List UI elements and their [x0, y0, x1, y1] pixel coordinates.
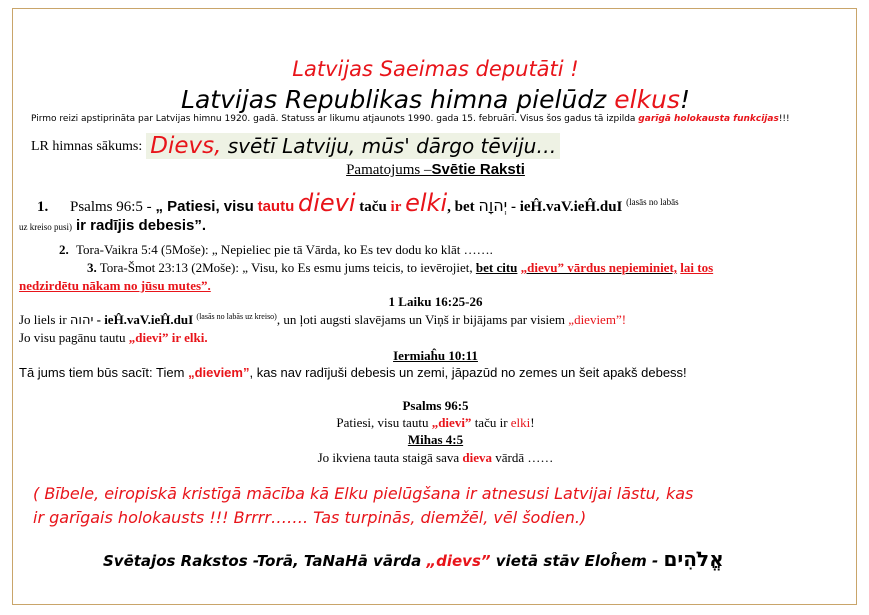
- header-line-1-text: Latvijas Saeimas deputāti !: [292, 57, 579, 81]
- basis-label: Pamatojums –: [346, 162, 432, 178]
- item-3-dievu-text: „dievu” vārdus nepieminiet,: [520, 260, 678, 275]
- item-3-number: 3.: [87, 260, 97, 275]
- item-1-line-2: [19, 217, 206, 235]
- item-1-hebrew: יְהוָה: [478, 196, 508, 215]
- jeremia-line-c: , kas nav radījuši debesis un zemi, jāpazūd no zemes un šeit apakš debess!: [249, 365, 687, 380]
- item-3-line-2: [19, 278, 211, 294]
- mihas-heading: [13, 432, 858, 448]
- item-3-bet-citu: bet citu: [475, 260, 518, 275]
- header-line-1: [13, 57, 858, 81]
- item-3: [87, 260, 713, 276]
- item-2-number: 2.: [59, 242, 69, 257]
- laiku-line-2: [19, 330, 208, 346]
- anthem-rest: svētī Latviju, mūs' dārgo tēviju…: [227, 134, 557, 158]
- psalm-line: [13, 415, 858, 431]
- mihas-line-a: Jo ikviena tauta staigā sava: [317, 450, 460, 465]
- laiku-translit: - ieĤ.vaV.ieĤ.duI: [96, 312, 194, 327]
- psalm-elki: elki: [510, 415, 531, 430]
- footer-paragraph-2: [33, 508, 586, 527]
- footer-paragraph-1: [33, 484, 693, 503]
- basis-bold: Svētie Raksti: [431, 161, 525, 178]
- item-3-dievu: [521, 260, 677, 275]
- basis-heading: [13, 161, 858, 179]
- item-1: [37, 189, 679, 217]
- item-3-line-2-text: nedzirdētu nākam no jūsu mutes”.: [19, 278, 211, 293]
- item-1-quote: „ Patiesi, visu: [155, 198, 254, 215]
- laiku-line-1-c: , un ļoti augsti slavējams un Viņš ir bijājams par visiem: [276, 312, 566, 327]
- anthem-text: [146, 133, 560, 159]
- header-line-2: [13, 85, 858, 114]
- header-note-red: garīgā holokausta funkcijas: [638, 114, 779, 124]
- mihas-line: [13, 450, 858, 466]
- footer-paragraph-2-text: ir garīgais holokausts !!! Brrrr……. Tas turpinās, diemžēl, vēl šodien.): [33, 508, 587, 527]
- header-note-text: Pirmo reizi apstiprināta par Latvijas himnu 1920. gadā. Statuss ar likumu atjaunots 1990. gada 15. februārī. Visus šos gadus tā izpilda: [31, 114, 636, 124]
- header-line-2-text: Latvijas Republikas himna pielūdz: [181, 85, 607, 114]
- psalm-end: !: [530, 415, 535, 430]
- psalm-dievi: „dievi”: [431, 415, 472, 430]
- item-3-text: Tora-Šmot 23:13 (2Moše): „ Visu, ko Es esmu jums teicis, to ievērojiet,: [99, 260, 473, 275]
- anthem-label: LR himnas sākums:: [31, 139, 143, 154]
- item-1-end: ir radījis debesis”.: [76, 217, 207, 234]
- footer-statement-dievs: „dievs”: [426, 552, 491, 570]
- jeremia-dieviem: „dieviem”: [188, 365, 250, 380]
- item-1-ir: ir: [390, 199, 402, 215]
- laiku-heading-text: 1 Laiku 16:25-26: [388, 294, 483, 309]
- psalm-line-c: taču ir: [474, 415, 508, 430]
- item-2: [59, 242, 493, 258]
- jeremia-line: [19, 365, 687, 380]
- item-1-note-2: uz kreiso pusi): [19, 222, 72, 232]
- item-1-bet: , bet: [447, 199, 475, 215]
- item-1-ref: Psalms 96:5 -: [70, 199, 152, 215]
- item-1-tautu: tautu: [257, 198, 295, 215]
- item-2-text: Tora-Vaikra 5:4 (5Moše): „ Nepieliec pie tā Vārda, ko Es tev dodu ko klāt …….: [76, 242, 493, 257]
- mihas-dieva: dieva: [462, 450, 492, 465]
- psalm-heading: [13, 398, 858, 414]
- psalm-line-a: Patiesi, visu tautu: [336, 415, 429, 430]
- header-note: [31, 114, 790, 124]
- psalm-heading-text: Psalms 96:5: [402, 398, 469, 413]
- jeremia-heading: [13, 348, 858, 364]
- laiku-line-1: [19, 312, 626, 328]
- laiku-line-1-a: Jo liels ir: [19, 312, 67, 327]
- laiku-note: (lasās no labās uz kreiso): [196, 312, 277, 321]
- footer-statement: [103, 547, 724, 571]
- anthem-line: [31, 133, 560, 159]
- footer-hebrew: אֱלֹהִים: [663, 547, 724, 571]
- header-line-2-end: !: [679, 85, 690, 114]
- laiku-heading: [13, 294, 858, 310]
- item-1-translit: - ieĤ.vaV.ieĤ.duI: [510, 199, 623, 215]
- laiku-line-2-red: „dievi” ir elki.: [128, 330, 208, 345]
- footer-paragraph-1-text: ( Bībele, eiropiskā kristīgā mācība kā Elku pielūgšana ir atnesusi Latvijai lāstu, kas: [33, 484, 694, 503]
- laiku-dieviem: „dieviem”!: [568, 312, 627, 327]
- item-1-note: (lasās no labās: [626, 197, 679, 207]
- jeremia-line-a: Tā jums tiem būs sacīt: Tiem: [19, 365, 185, 380]
- laiku-hebrew: יהוה: [69, 313, 94, 328]
- laiku-line-2-a: Jo visu pagānu tautu: [19, 330, 126, 345]
- jeremia-heading-text: Iermiaĥu 10:11: [393, 348, 478, 363]
- header-note-end: !!!: [778, 114, 790, 124]
- item-1-number: 1.: [37, 199, 49, 215]
- item-1-elki: elki: [405, 189, 448, 217]
- footer-statement-a: Svētajos Rakstos -Torā, TaNaHā vārda: [103, 552, 422, 570]
- item-3-lai-tos: lai tos: [680, 260, 714, 275]
- mihas-heading-text: Mihas 4:5: [407, 432, 464, 447]
- header-line-2-red: elkus: [614, 85, 680, 114]
- document-page: [12, 8, 857, 605]
- footer-statement-c: vietā stāv Eloĥem -: [495, 552, 659, 570]
- anthem-red-word: Dievs,: [150, 133, 222, 159]
- item-1-dievi: dievi: [298, 189, 356, 217]
- item-1-tacu: taču: [359, 199, 387, 215]
- mihas-line-c: vārdā ……: [495, 450, 554, 465]
